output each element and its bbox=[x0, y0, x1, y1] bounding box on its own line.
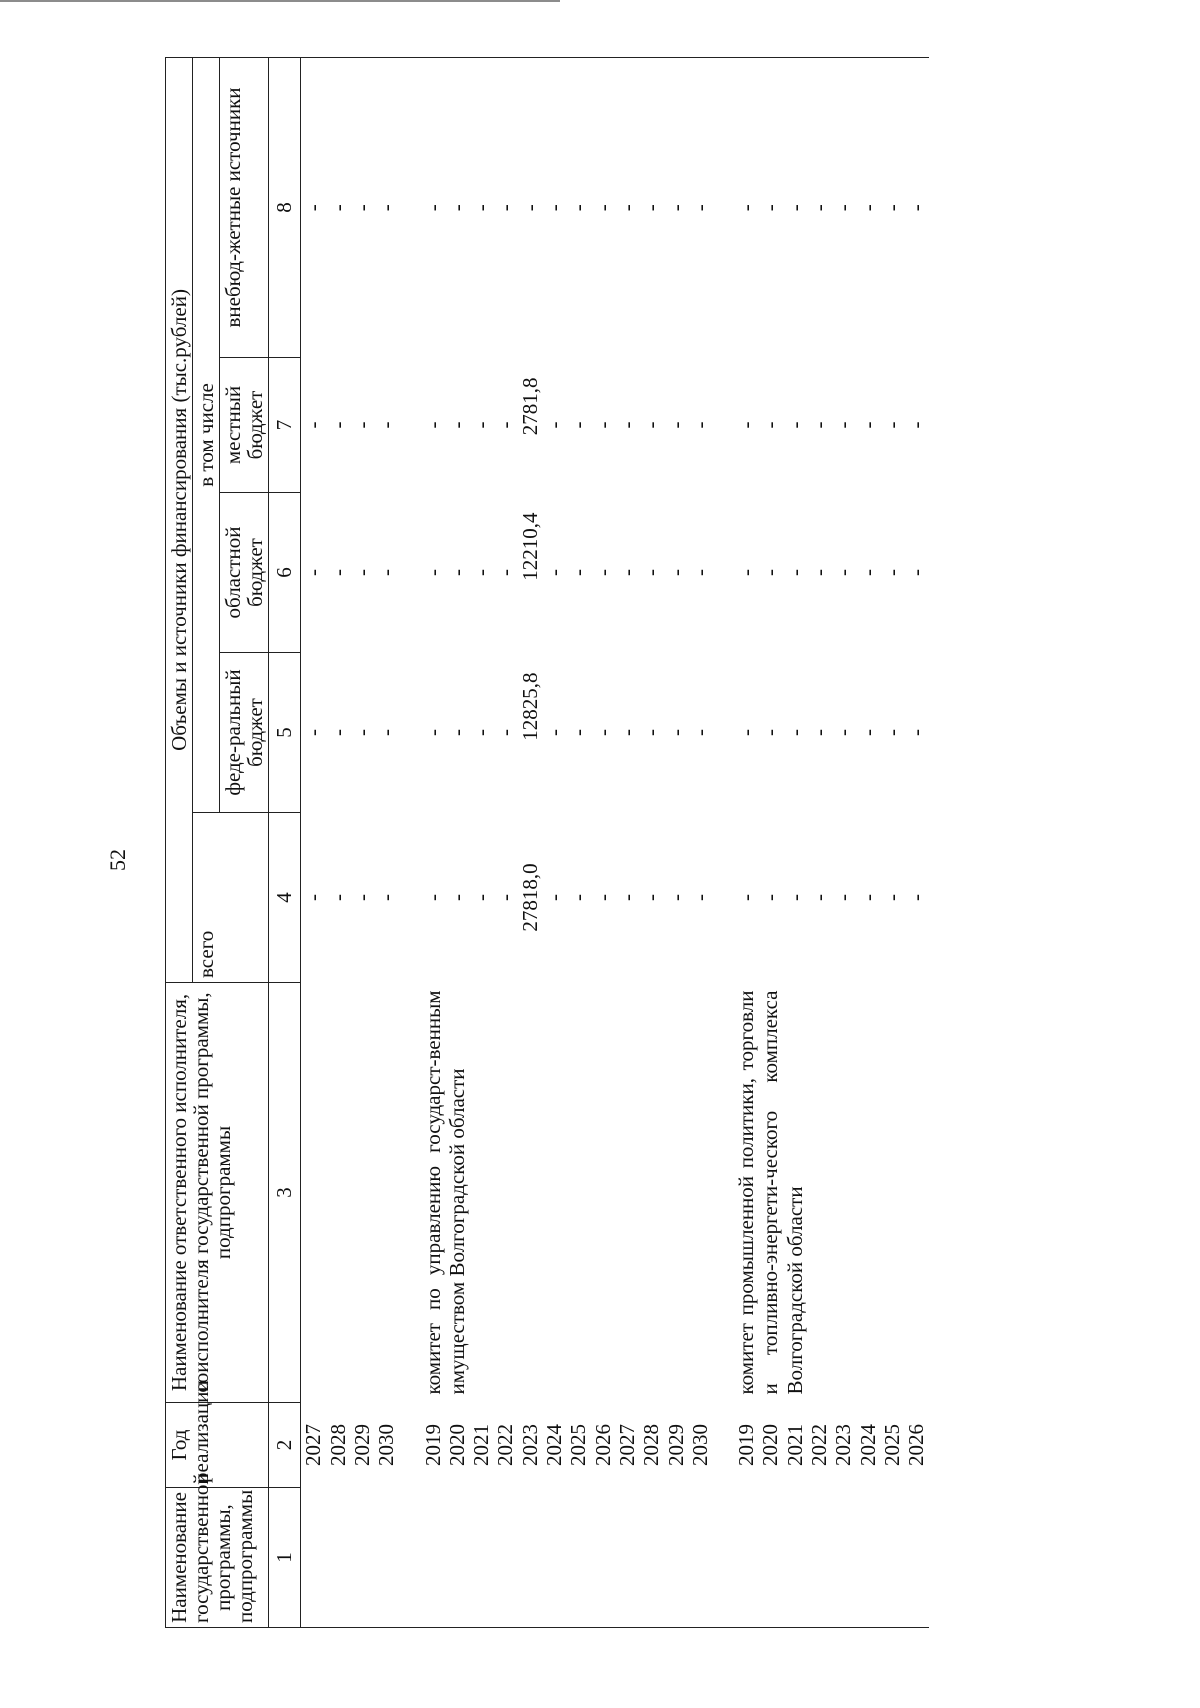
header-extra: внебюд-жетные источники bbox=[220, 57, 269, 357]
regional-cell: - bbox=[444, 569, 469, 576]
scan-edge-line bbox=[0, 0, 560, 2]
regional-cell: - bbox=[614, 569, 639, 576]
year-cell: 2022 bbox=[493, 1424, 518, 1466]
empty-cell bbox=[712, 358, 734, 493]
federal-cell: - bbox=[349, 729, 374, 736]
total-cell: - bbox=[758, 894, 783, 901]
extra-cell: - bbox=[469, 57, 493, 357]
year-cell: 2021 bbox=[469, 1424, 494, 1466]
local-cell: - bbox=[831, 421, 856, 429]
total-cell: - bbox=[469, 894, 494, 901]
year-cell: 2028 bbox=[325, 1424, 350, 1466]
rotated-table-container bbox=[165, 58, 1075, 1628]
local-cell: - bbox=[325, 421, 350, 429]
local-cell: - bbox=[590, 421, 615, 429]
local-cell: - bbox=[566, 421, 591, 429]
regional-cell: - bbox=[374, 569, 399, 576]
header-federal: феде-ральный бюджет bbox=[220, 653, 269, 813]
year-cell: 2026 bbox=[904, 1424, 929, 1466]
empty-cell bbox=[712, 813, 734, 983]
year-cell: 2019 bbox=[734, 1424, 759, 1466]
total-cell: - bbox=[904, 894, 929, 901]
local-cell: - bbox=[758, 421, 783, 429]
federal-cell: - bbox=[782, 729, 807, 736]
extra-cell: - bbox=[350, 57, 374, 357]
extra-cell: - bbox=[856, 57, 880, 357]
local-cell: - bbox=[374, 421, 399, 429]
regional-cell: - bbox=[301, 569, 326, 576]
regional-cell: - bbox=[325, 569, 350, 576]
year-cell: 2020 bbox=[758, 1424, 783, 1466]
extra-cell: - bbox=[301, 57, 326, 357]
local-cell: - bbox=[782, 421, 807, 429]
local-cell: 2781,8 bbox=[517, 377, 542, 436]
regional-cell: - bbox=[566, 569, 591, 576]
local-cell: - bbox=[542, 421, 567, 429]
regional-cell: - bbox=[879, 569, 904, 576]
table-header bbox=[166, 57, 301, 1627]
header-program-name: Наименование государственной программы, подпрограммы bbox=[166, 1488, 269, 1628]
total-cell: - bbox=[855, 894, 880, 901]
total-cell: - bbox=[687, 894, 712, 901]
col-number: 5 bbox=[269, 653, 301, 813]
executor-cell: комитет по управлению государст-венным имуществом Волгоградской области bbox=[420, 990, 469, 1395]
regional-cell: - bbox=[855, 569, 880, 576]
total-cell: - bbox=[301, 894, 326, 901]
total-cell: - bbox=[420, 894, 445, 901]
local-cell: - bbox=[879, 421, 904, 429]
federal-cell: - bbox=[734, 729, 759, 736]
total-cell: - bbox=[639, 894, 664, 901]
regional-cell: - bbox=[904, 569, 929, 576]
federal-cell: - bbox=[420, 729, 445, 736]
regional-cell: - bbox=[420, 569, 445, 576]
extra-cell: - bbox=[831, 57, 855, 357]
federal-cell: - bbox=[493, 729, 518, 736]
federal-cell: - bbox=[879, 729, 904, 736]
table-body bbox=[301, 57, 929, 1627]
extra-cell: - bbox=[639, 57, 663, 357]
header-total: всего bbox=[193, 813, 269, 983]
local-cell: - bbox=[493, 421, 518, 429]
local-cell: - bbox=[855, 421, 880, 429]
extra-cell: - bbox=[880, 57, 904, 357]
year-cell: 2027 bbox=[301, 1424, 326, 1466]
year-cell: 2029 bbox=[663, 1424, 688, 1466]
total-cell: - bbox=[734, 894, 759, 901]
extra-cell: - bbox=[734, 57, 758, 357]
group-separator bbox=[399, 57, 421, 1627]
extra-cell: - bbox=[374, 57, 398, 357]
regional-cell: - bbox=[687, 569, 712, 576]
year-cell: 2022 bbox=[807, 1424, 832, 1466]
col-number: 3 bbox=[269, 983, 301, 1403]
empty-cell bbox=[399, 493, 421, 653]
federal-cell: 12825,8 bbox=[517, 672, 542, 741]
extra-cell: - bbox=[493, 57, 517, 357]
empty-cell bbox=[399, 358, 421, 493]
header-year: Год реализации bbox=[166, 1403, 269, 1488]
total-cell: - bbox=[807, 894, 832, 901]
empty-cell bbox=[399, 653, 421, 813]
table-row bbox=[734, 57, 758, 1627]
empty-cell bbox=[712, 1403, 734, 1488]
total-cell: - bbox=[590, 894, 615, 901]
group-separator bbox=[712, 57, 734, 1627]
year-cell: 2025 bbox=[879, 1424, 904, 1466]
local-cell: - bbox=[904, 421, 929, 429]
total-cell: - bbox=[444, 894, 469, 901]
empty-cell bbox=[712, 653, 734, 813]
program-name-cell bbox=[734, 1488, 928, 1628]
empty-cell bbox=[399, 813, 421, 983]
executor-cell: комитет промышленной политики, торговли и топливно-энергети-ческого комплекса Волгоградской области bbox=[734, 990, 807, 1395]
regional-cell: - bbox=[469, 569, 494, 576]
federal-cell: - bbox=[469, 729, 494, 736]
total-cell: - bbox=[566, 894, 591, 901]
extra-cell: - bbox=[664, 57, 688, 357]
local-cell: - bbox=[469, 421, 494, 429]
total-cell: - bbox=[831, 894, 856, 901]
local-cell: - bbox=[444, 421, 469, 429]
year-cell: 2020 bbox=[444, 1424, 469, 1466]
local-cell: - bbox=[687, 421, 712, 429]
total-cell: - bbox=[493, 894, 518, 901]
regional-cell: - bbox=[349, 569, 374, 576]
col-number: 1 bbox=[269, 1488, 301, 1628]
federal-cell: - bbox=[444, 729, 469, 736]
extra-cell: - bbox=[518, 57, 542, 357]
local-cell: - bbox=[663, 421, 688, 429]
federal-cell: - bbox=[374, 729, 399, 736]
empty-cell bbox=[399, 57, 421, 357]
total-cell: - bbox=[879, 894, 904, 901]
extra-cell: - bbox=[904, 57, 928, 357]
regional-cell: - bbox=[782, 569, 807, 576]
total-cell: - bbox=[614, 894, 639, 901]
regional-cell: - bbox=[493, 569, 518, 576]
extra-cell: - bbox=[783, 57, 807, 357]
extra-cell: - bbox=[326, 57, 350, 357]
year-cell: 2019 bbox=[420, 1424, 445, 1466]
year-cell: 2024 bbox=[542, 1424, 567, 1466]
header-including: в том числе bbox=[193, 57, 220, 812]
regional-cell: - bbox=[663, 569, 688, 576]
extra-cell: - bbox=[591, 57, 615, 357]
executor-cell bbox=[301, 983, 399, 1403]
extra-cell: - bbox=[445, 57, 469, 357]
regional-cell: - bbox=[831, 569, 856, 576]
federal-cell: - bbox=[639, 729, 664, 736]
federal-cell: - bbox=[566, 729, 591, 736]
total-cell: - bbox=[325, 894, 350, 901]
local-cell: - bbox=[614, 421, 639, 429]
header-executor: Наименование ответственного исполнителя, соисполнителя государственной программы, подпрограммы bbox=[166, 983, 269, 1403]
page-number: 52 bbox=[105, 849, 130, 871]
program-name-cell bbox=[301, 1488, 399, 1628]
federal-cell: - bbox=[758, 729, 783, 736]
extra-cell: - bbox=[807, 57, 831, 357]
regional-cell: 12210,4 bbox=[517, 512, 542, 581]
year-cell: 2028 bbox=[639, 1424, 664, 1466]
regional-cell: - bbox=[758, 569, 783, 576]
year-cell: 2030 bbox=[374, 1424, 399, 1466]
financing-table bbox=[165, 57, 929, 1628]
total-cell: - bbox=[663, 894, 688, 901]
extra-cell: - bbox=[566, 57, 590, 357]
regional-cell: - bbox=[639, 569, 664, 576]
extra-cell: - bbox=[542, 57, 566, 357]
total-cell: - bbox=[374, 894, 399, 901]
local-cell: - bbox=[349, 421, 374, 429]
extra-cell: - bbox=[688, 57, 712, 357]
federal-cell: - bbox=[831, 729, 856, 736]
header-funding-group: Объемы и источники финансирования (тыс.рублей) bbox=[166, 57, 193, 982]
regional-cell: - bbox=[590, 569, 615, 576]
local-cell: - bbox=[420, 421, 445, 429]
federal-cell: - bbox=[904, 729, 929, 736]
federal-cell: - bbox=[542, 729, 567, 736]
federal-cell: - bbox=[590, 729, 615, 736]
empty-cell bbox=[399, 1403, 421, 1488]
federal-cell: - bbox=[687, 729, 712, 736]
year-cell: 2026 bbox=[590, 1424, 615, 1466]
empty-cell bbox=[712, 57, 734, 357]
year-cell: 2030 bbox=[687, 1424, 712, 1466]
local-cell: - bbox=[301, 421, 326, 429]
year-cell: 2023 bbox=[517, 1424, 542, 1466]
regional-cell: - bbox=[734, 569, 759, 576]
extra-cell: - bbox=[421, 57, 445, 357]
table-row bbox=[301, 57, 326, 1627]
regional-cell: - bbox=[807, 569, 832, 576]
empty-cell bbox=[712, 983, 734, 1403]
federal-cell: - bbox=[663, 729, 688, 736]
col-number: 8 bbox=[269, 57, 301, 357]
extra-cell: - bbox=[758, 57, 782, 357]
local-cell: - bbox=[807, 421, 832, 429]
empty-cell bbox=[712, 493, 734, 653]
empty-cell bbox=[712, 1488, 734, 1628]
col-number: 4 bbox=[269, 813, 301, 983]
federal-cell: - bbox=[807, 729, 832, 736]
total-cell: - bbox=[542, 894, 567, 901]
extra-cell: - bbox=[615, 57, 639, 357]
header-local: местный бюджет bbox=[220, 358, 269, 493]
table-row bbox=[421, 57, 445, 1627]
federal-cell: - bbox=[855, 729, 880, 736]
local-cell: - bbox=[639, 421, 664, 429]
total-cell: 27818,0 bbox=[517, 863, 542, 932]
total-cell: - bbox=[782, 894, 807, 901]
empty-cell bbox=[399, 1488, 421, 1628]
year-cell: 2023 bbox=[831, 1424, 856, 1466]
program-name-cell bbox=[421, 1488, 713, 1628]
federal-cell: - bbox=[301, 729, 326, 736]
year-cell: 2024 bbox=[855, 1424, 880, 1466]
year-cell: 2029 bbox=[349, 1424, 374, 1466]
year-cell: 2025 bbox=[566, 1424, 591, 1466]
empty-cell bbox=[399, 983, 421, 1403]
local-cell: - bbox=[734, 421, 759, 429]
col-number: 7 bbox=[269, 358, 301, 493]
regional-cell: - bbox=[542, 569, 567, 576]
year-cell: 2021 bbox=[782, 1424, 807, 1466]
federal-cell: - bbox=[614, 729, 639, 736]
col-number: 6 bbox=[269, 493, 301, 653]
col-number: 2 bbox=[269, 1403, 301, 1488]
federal-cell: - bbox=[325, 729, 350, 736]
year-cell: 2027 bbox=[614, 1424, 639, 1466]
total-cell: - bbox=[349, 894, 374, 901]
header-regional: областной бюджет bbox=[220, 493, 269, 653]
